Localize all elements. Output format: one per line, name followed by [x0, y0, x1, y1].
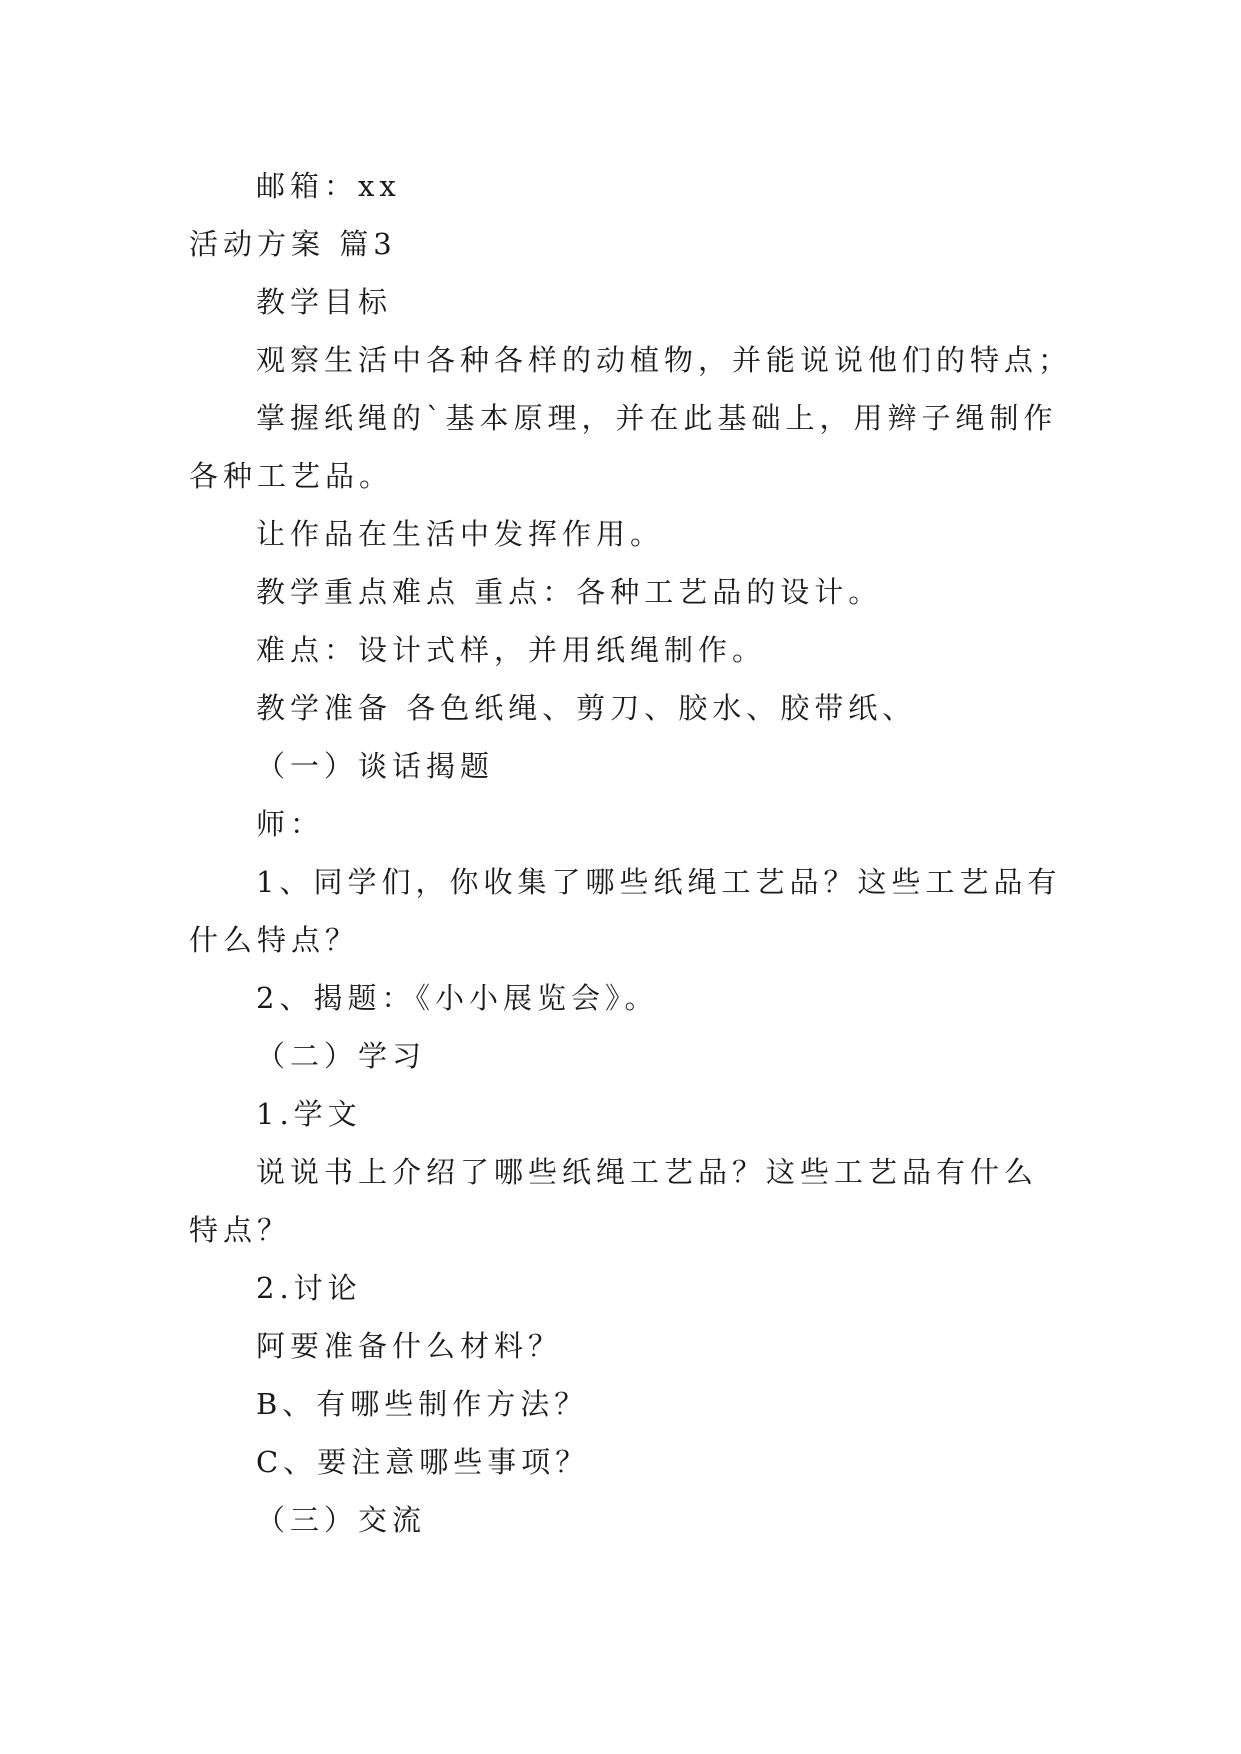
paragraph-line: 教学重点难点 重点：各种工艺品的设计。 — [256, 575, 883, 609]
paragraph-line: 阿要准备什么材料？ — [256, 1329, 563, 1363]
paragraph-line: 1、同学们，你收集了哪些纸绳工艺品？这些工艺品有 — [256, 865, 1062, 899]
paragraph-line: 观察生活中各种各样的动植物，并能说说他们的特点； — [256, 343, 1073, 377]
subsection-heading: （二）学习 — [256, 1039, 427, 1073]
paragraph-line: 2.讨论 — [256, 1271, 362, 1305]
paragraph-line: 让作品在生活中发挥作用。 — [256, 517, 665, 551]
paragraph-line: C、要注意哪些事项？ — [256, 1445, 590, 1479]
teaching-goal-heading: 教学目标 — [256, 285, 393, 319]
paragraph-line: 2、揭题：《小小展览会》。 — [256, 981, 659, 1015]
paragraph-line: 1.学文 — [256, 1097, 362, 1131]
email-line: 邮箱：xx — [256, 169, 401, 203]
paragraph-line: B、有哪些制作方法？ — [256, 1387, 589, 1421]
paragraph-line: 师： — [256, 807, 325, 841]
paragraph-line: 难点：设计式样，并用纸绳制作。 — [256, 633, 767, 667]
subsection-heading: （一）谈话揭题 — [256, 749, 495, 783]
paragraph-line: 说说书上介绍了哪些纸绳工艺品？这些工艺品有什么 — [256, 1155, 1039, 1189]
paragraph-line: 教学准备 各色纸绳、剪刀、胶水、胶带纸、 — [256, 691, 917, 725]
paragraph-line: 特点？ — [189, 1213, 292, 1247]
paragraph-line: 什么特点？ — [189, 923, 360, 957]
paragraph-line: 各种工艺品。 — [189, 459, 394, 493]
subsection-heading: （三）交流 — [256, 1503, 427, 1537]
section-heading: 活动方案 篇3 — [189, 227, 397, 261]
paragraph-line: 掌握纸绳的`基本原理，并在此基础上，用辫子绳制作 — [256, 401, 1058, 435]
